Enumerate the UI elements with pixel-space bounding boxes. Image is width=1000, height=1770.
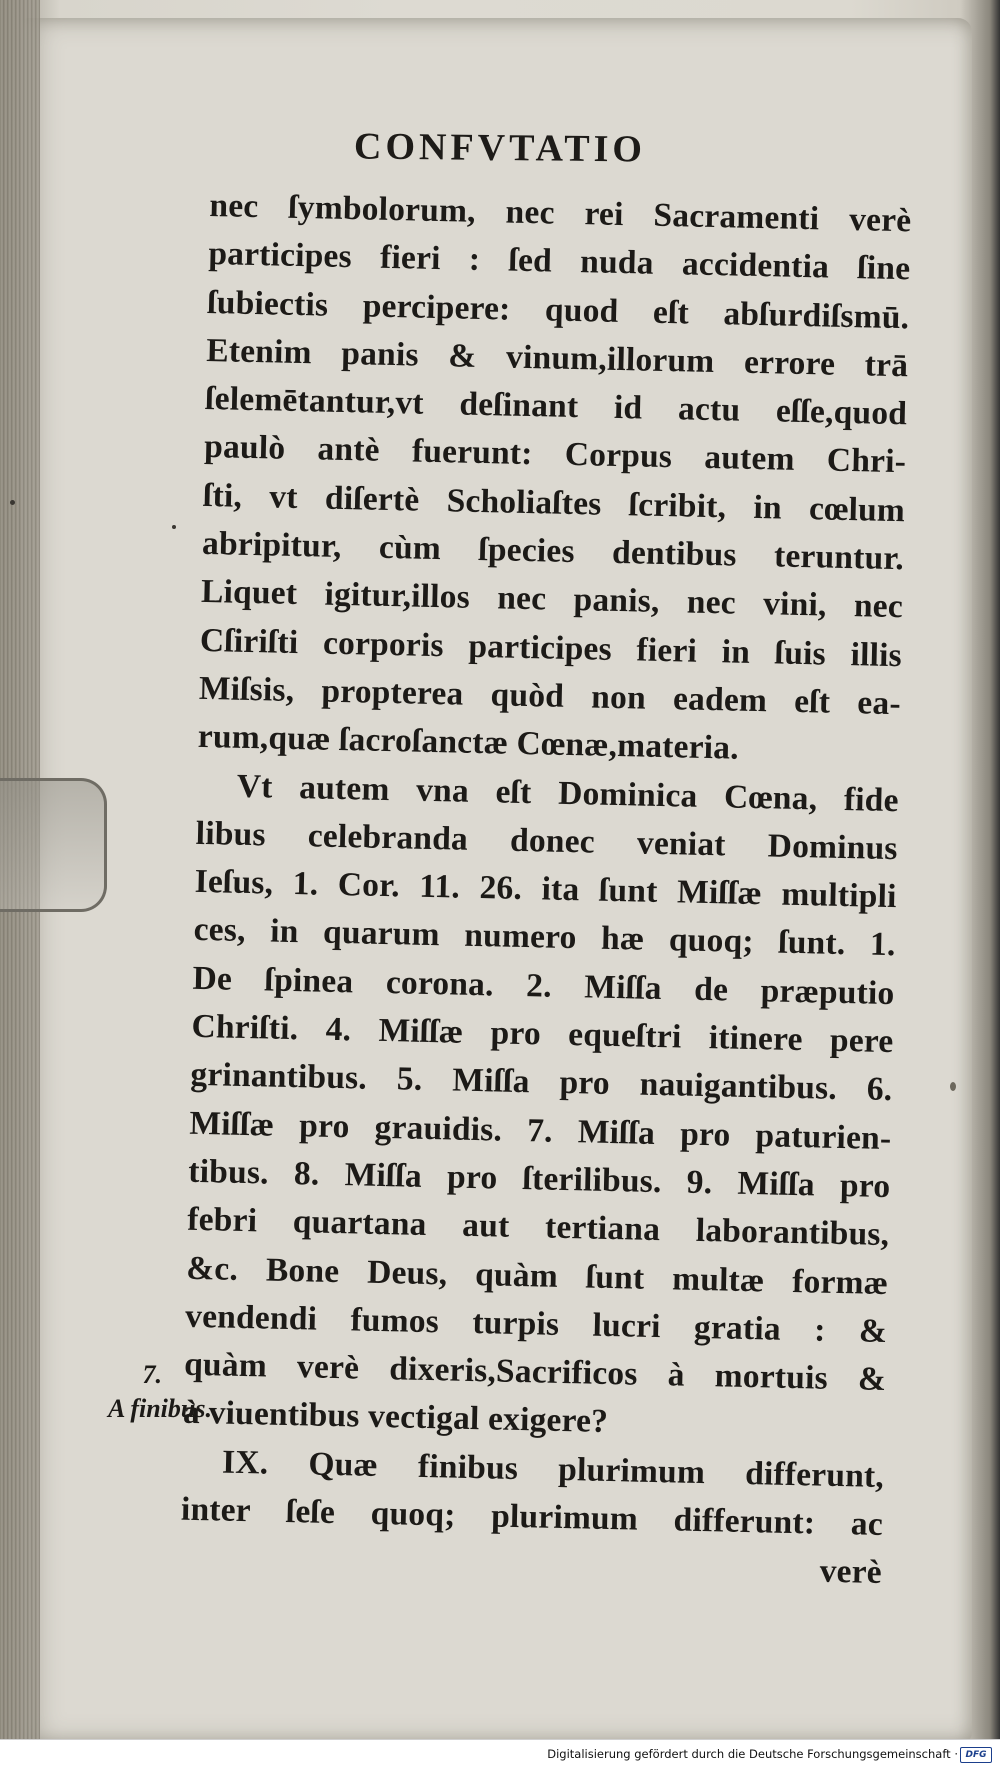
text-line: Chriſti. 4. Miſſæ pro equeſtri itinere pere (191, 1007, 894, 1061)
text-line: quàm verè dixeris,Sacrificos à mortuis & (183, 1345, 887, 1399)
text-line: participes fieri : ſed nuda accidentia ſine (208, 235, 911, 288)
margin-note-number: 7. (142, 1360, 162, 1389)
text-line: à viuentibus vectigal exigere? (182, 1394, 609, 1441)
text-line: Cſiriſti corporis participes fieri in ſuis illis (199, 621, 903, 674)
text-line: ſti, vt diſertè Scholiaſtes ſcribit, in cœlum (202, 476, 906, 530)
text-line: grinantibus. 5. Miſſa pro nauigantibus. 6. (190, 1056, 893, 1109)
text-line: Miſſæ pro grauidis. 7. Miſſa pro paturien- (189, 1104, 892, 1157)
stain (10, 500, 15, 505)
text-line: libus celebranda donec veniat Dominus (195, 814, 899, 868)
running-head: CONFVTATIO (353, 125, 647, 171)
text-line: De ſpinea corona. 2. Miſſa de præputio (192, 959, 895, 1012)
text-line: vendendi fumos turpis lucri gratia : & (184, 1297, 888, 1350)
margin-note-text: A finibus. (107, 1394, 212, 1423)
text-line: abripitur, cùm ſpecies dentibus teruntur. (201, 524, 905, 578)
page-clip (0, 778, 107, 912)
text-line: paulò antè fuerunt: Corpus autem Chri- (203, 428, 907, 481)
text-line: inter ſeſe quoq; plurimum differunt: ac (180, 1490, 884, 1544)
text-line: ſelemētantur,vt deſinant id actu eſſe,quod (204, 380, 908, 433)
text-line: Ieſus, 1. Cor. 11. 26. ita ſunt Miſſæ multipli (194, 862, 897, 916)
text-line: febri quartana aut tertiana laborantibus, (186, 1200, 890, 1254)
margin-note (62, 1358, 212, 1426)
text-line: Liquet igitur,illos nec panis, nec vini, nec (200, 573, 904, 626)
text-line: Vt autem vna eſt Dominica Cœna, fide (236, 767, 900, 819)
dfg-logo: DFG (960, 1747, 992, 1763)
text-line: &c. Bone Deus, quàm ſunt multæ formæ (185, 1249, 889, 1302)
text-line: IX. Quæ finibus plurimum differunt, (221, 1443, 885, 1495)
text-line: tibus. 8. Miſſa pro ſterilibus. 9. Miſſa pro (188, 1152, 891, 1206)
stain (950, 1082, 956, 1091)
text-line: ces, in quarum numero hæ quoq; ſunt. 1. (193, 911, 896, 964)
body-text (179, 182, 911, 1598)
text-line: nec ſymbolorum, nec rei Sacramenti verè (209, 186, 912, 240)
stain (172, 525, 176, 529)
text-line: Miſsis, propterea quòd non eadem eſt ea- (198, 669, 902, 723)
footer-bar (0, 1739, 1000, 1770)
catchword: verè (819, 1552, 883, 1592)
funding-credit: Digitalisierung gefördert durch die Deutsche Forschungsgemeinschaft · (547, 1747, 958, 1761)
text-line: ſubiectis percipere: quod eſt abſurdiſsmū. (206, 283, 910, 336)
text-line: Etenim panis & vinum,illorum errore trā (205, 331, 909, 385)
text-line: rum,quæ ſacroſanctæ Cœnæ,materia. (197, 718, 740, 767)
